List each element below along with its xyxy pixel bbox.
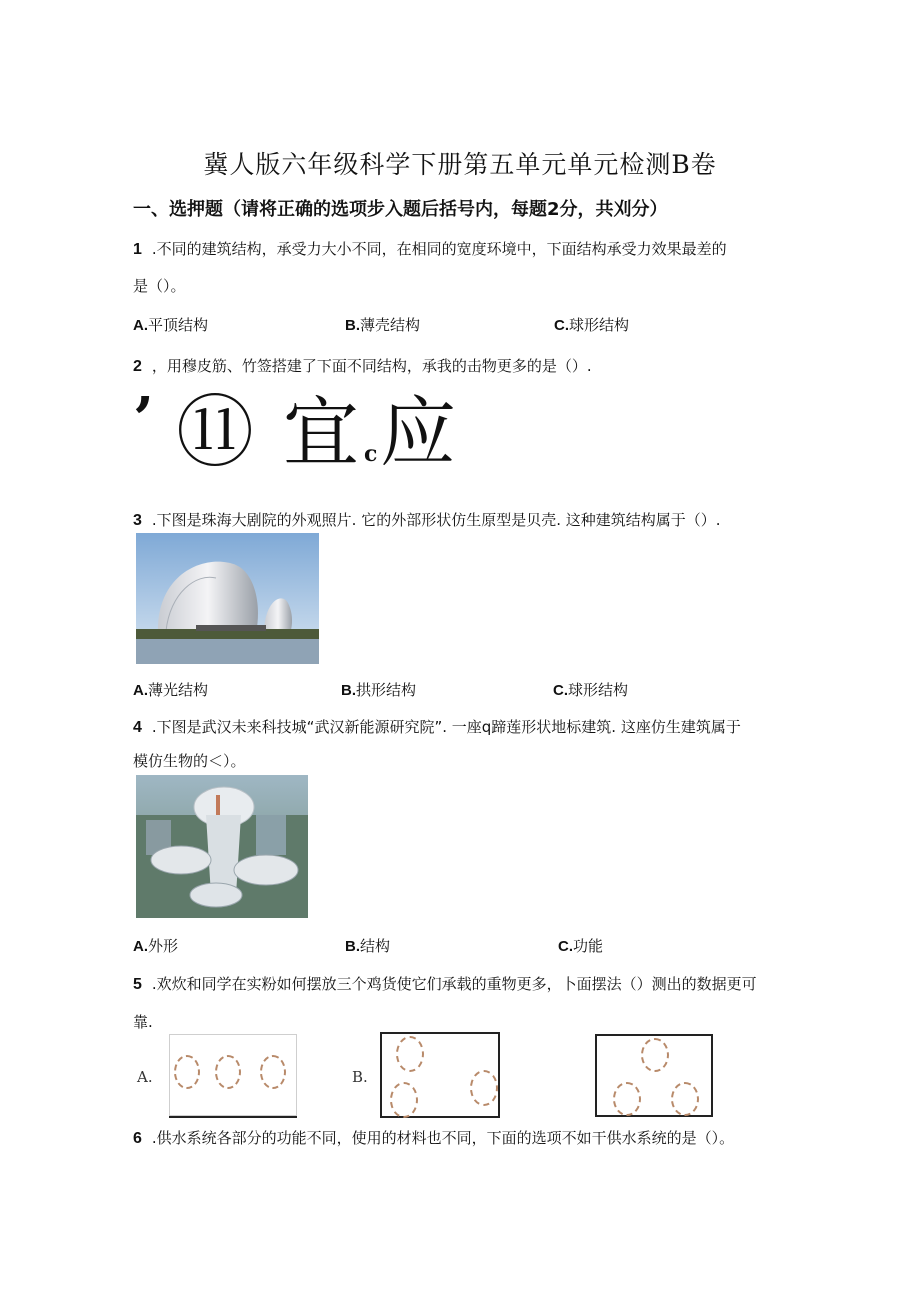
option-a[interactable] — [133, 679, 208, 700]
question-number: 4 — [133, 719, 142, 736]
option-c[interactable] — [554, 314, 629, 335]
option-letter: C. — [553, 682, 568, 699]
option-b[interactable] — [345, 935, 390, 956]
option-text: 薄壳结构 — [360, 316, 421, 334]
option-text: 平顶结构 — [148, 316, 209, 334]
option-a[interactable] — [133, 935, 178, 956]
page-title: 冀人版六年级科学下册第五单元单元检测B卷 — [203, 150, 717, 179]
option-letter: C. — [554, 317, 569, 334]
diagram-label-b: B. — [352, 1068, 368, 1086]
option-text: 拱形结构 — [356, 681, 417, 699]
question-number: 3 — [133, 512, 142, 529]
question-6 — [133, 1127, 734, 1148]
option-letter: B. — [345, 938, 360, 955]
question-text: .欢炊和同学在实粉如何摆放三个鸡货使它们承载的重物更多，卜面摆法（）测出的数据更可 — [151, 975, 757, 993]
option-text: 球形结构 — [568, 681, 629, 699]
egg — [641, 1038, 669, 1072]
question-text: .供水系统各部分的功能不同，使用的材料也不同，下面的选项不如干供水系统的是（）。 — [151, 1129, 735, 1147]
question-3 — [133, 509, 721, 530]
question-text: .下图是珠海大剧院的外观照片. 它的外部形状仿生原型是贝壳. 这种建筑结构属于（）. — [151, 511, 721, 529]
glyph-circled-eleven: ⑪ — [176, 388, 255, 478]
option-text: 球形结构 — [569, 316, 630, 334]
question-1 — [133, 238, 727, 259]
question-text: .下图是武汉未来科技城“武汉新能源研究院”. 一座q蹄莲形状地标建筑. 这座仿生建筑属于 — [151, 718, 741, 736]
research-institute-photo — [136, 775, 308, 918]
option-a[interactable] — [133, 314, 208, 335]
question-text: .不同的建筑结构，承受力大小不同，在相同的宽度环境中，下面结构承受力效果最差的 — [151, 240, 727, 258]
egg — [470, 1070, 498, 1106]
option-c[interactable] — [558, 935, 603, 956]
option-letter: A. — [133, 682, 148, 699]
glyph-structure-2: 应 — [380, 388, 456, 477]
question-5 — [133, 973, 757, 994]
egg-diagram-b — [380, 1032, 500, 1118]
egg — [613, 1082, 641, 1116]
option-text: 功能 — [573, 937, 604, 955]
egg — [390, 1082, 418, 1118]
option-letter: A. — [133, 317, 148, 334]
option-letter: B. — [345, 317, 360, 334]
question-4-line2: 模仿生物的＜）。 — [133, 752, 246, 770]
option-letter: A. — [133, 938, 148, 955]
egg — [396, 1036, 424, 1072]
question-number: 1 — [133, 241, 142, 258]
egg — [174, 1055, 200, 1089]
egg — [260, 1055, 286, 1089]
section-heading: 一、选押题（请将正确的选项步入题后括号内，每题2分，共刈分） — [133, 199, 668, 220]
glyph-c: c — [364, 441, 378, 467]
egg — [215, 1055, 241, 1089]
option-letter: B. — [341, 682, 356, 699]
egg — [671, 1082, 699, 1116]
option-text: 结构 — [360, 937, 391, 955]
question-2 — [133, 355, 592, 376]
question-text: ，用穆皮筋、竹签搭建了下面不同结构，承我的击物更多的是（）. — [151, 357, 592, 375]
question-number: 5 — [133, 976, 142, 993]
option-b[interactable] — [345, 314, 420, 335]
question-1-line2: 是（）。 — [133, 277, 186, 295]
option-c[interactable] — [553, 679, 628, 700]
option-b[interactable] — [341, 679, 416, 700]
option-text: 薄光结构 — [148, 681, 209, 699]
egg-diagram-a — [169, 1034, 297, 1116]
glyph-mark: ’ — [133, 385, 154, 455]
question-4 — [133, 716, 741, 737]
question-number: 6 — [133, 1130, 142, 1147]
diagram-label-a: A. — [137, 1068, 153, 1086]
option-letter: C. — [558, 938, 573, 955]
question-number: 2 — [133, 358, 142, 375]
opera-house-photo — [136, 533, 319, 664]
option-text: 外形 — [148, 937, 179, 955]
glyph-structure-1: 宜 — [283, 388, 359, 477]
question-5-line2: 靠. — [133, 1013, 153, 1031]
egg-diagram-c — [595, 1034, 713, 1117]
